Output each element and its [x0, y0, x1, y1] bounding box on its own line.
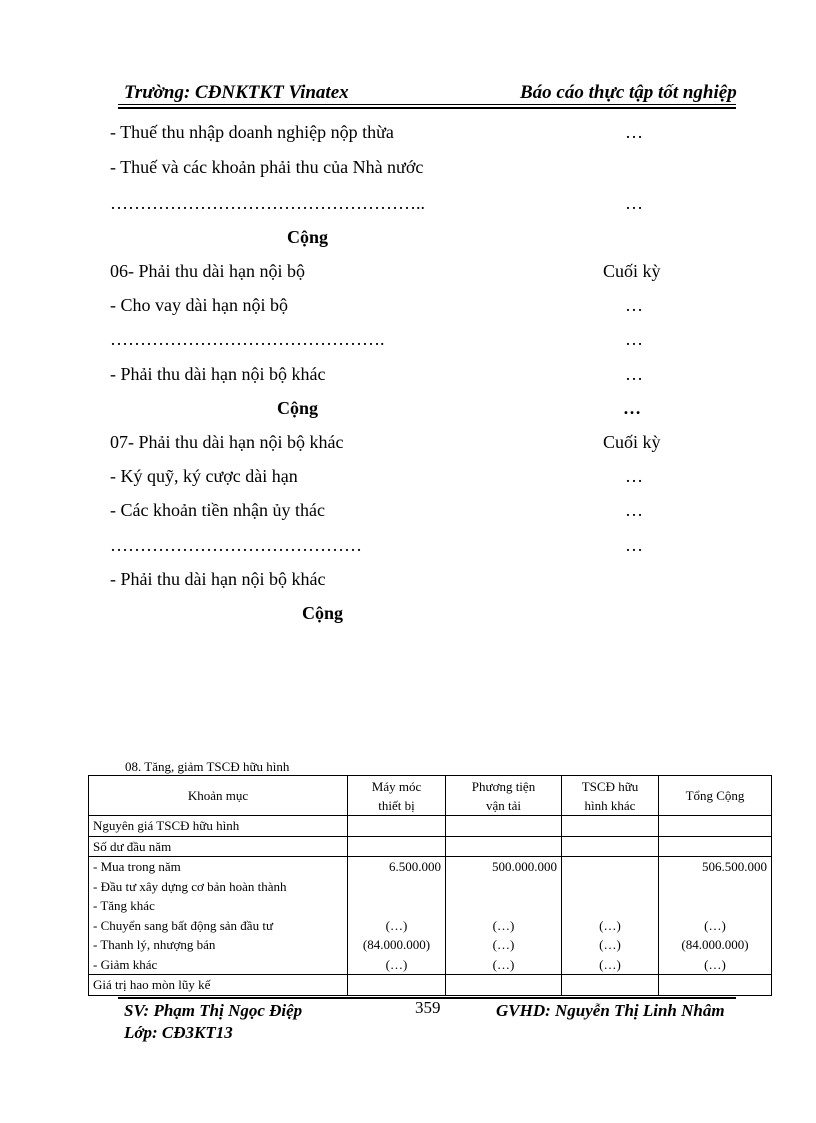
- line-other-internal-receivable: - Phải thu dài hạn nội bộ khác: [110, 364, 326, 384]
- header-school: Trường: CĐNKTKT Vinatex: [124, 82, 349, 103]
- line-internal-long-loan-value: …: [625, 295, 643, 315]
- line-dots-2-value: …: [625, 329, 643, 349]
- table-row: [89, 816, 772, 837]
- line-dots-2: ……………………………………….: [110, 329, 385, 349]
- line-long-deposits: - Ký quỹ, ký cược dài hạn: [110, 466, 298, 486]
- line-trust-receipts: - Các khoản tiền nhận ủy thác: [110, 500, 325, 520]
- section-06-title: 06- Phải thu dài hạn nội bộ: [110, 261, 305, 281]
- total-label-2: Cộng: [277, 398, 319, 418]
- table-row: [89, 975, 772, 996]
- section-07-title: 07- Phải thu dài hạn nội bộ khác: [110, 432, 344, 452]
- fixed-assets-table: [88, 775, 772, 996]
- header-vehicles: Phương tiện vận tải: [446, 776, 562, 816]
- line-tax-overpaid: - Thuế thu nhập doanh nghiệp nộp thừa: [110, 122, 394, 142]
- line-long-deposits-value: …: [625, 466, 643, 486]
- row-changes-labels: - Mua trong năm - Đầu tư xây dựng cơ bản hoàn thành - Tăng khác - Chuyển sang bất động sản đầu tư - Thanh lý, nhượng bán - Giảm khác: [89, 857, 348, 975]
- row-changes-vehicles: 500.000.000 (…) (…) (…): [446, 857, 562, 975]
- total-label-3: Cộng: [302, 603, 344, 623]
- footer-page-number: 359: [415, 998, 441, 1017]
- table-header-row: [89, 776, 772, 816]
- line-other-internal-receivable-value: …: [625, 364, 643, 384]
- header-report-title: Báo cáo thực tập tốt nghiệp: [520, 82, 737, 103]
- footer-advisor: GVHD: Nguyễn Thị Linh Nhâm: [496, 1001, 725, 1020]
- line-dots-1-value: …: [625, 193, 643, 213]
- row-opening-balance: Số dư đầu năm: [89, 836, 348, 857]
- total-label-1: Cộng: [287, 227, 329, 247]
- row-accumulated-depreciation: Giá trị hao mòn lũy kế: [89, 975, 348, 996]
- line-internal-long-loan: - Cho vay dài hạn nội bộ: [110, 295, 288, 315]
- row-changes-machinery: 6.500.000 (…) (84.000.000) (…): [348, 857, 446, 975]
- row-original-cost: Nguyên giá TSCĐ hữu hình: [89, 816, 348, 837]
- header-total: Tổng Cộng: [659, 776, 772, 816]
- line-dots-3: ……………………………………: [110, 535, 362, 555]
- section-07-period: Cuối kỳ: [603, 432, 661, 452]
- line-dots-3-value: …: [625, 535, 643, 555]
- header-divider: [118, 104, 736, 109]
- table-title: 08. Tăng, giảm TSCĐ hữu hình: [125, 759, 290, 774]
- table-row: [89, 836, 772, 857]
- row-changes-total: 506.500.000 (…) (84.000.000) (…): [659, 857, 772, 975]
- header-item: Khoản mục: [89, 776, 348, 816]
- footer-class: Lớp: CĐ3KT13: [124, 1023, 233, 1042]
- header-machinery: Máy móc thiết bị: [348, 776, 446, 816]
- line-trust-receipts-value: …: [625, 500, 643, 520]
- section-06-period: Cuối kỳ: [603, 261, 661, 281]
- line-tax-receivable-state: - Thuế và các khoản phải thu của Nhà nước: [110, 157, 424, 177]
- table-row: [89, 857, 772, 975]
- footer-student: SV: Phạm Thị Ngọc Điệp: [124, 1001, 303, 1020]
- line-tax-overpaid-value: …: [625, 122, 643, 142]
- header-other-assets: TSCĐ hữu hình khác: [562, 776, 659, 816]
- line-dots-1: ……………………………………………..: [110, 193, 425, 213]
- line-other-internal-receivable-2: - Phải thu dài hạn nội bộ khác: [110, 569, 326, 589]
- total-value-2: …: [623, 398, 641, 418]
- row-changes-other: (…) (…) (…): [562, 857, 659, 975]
